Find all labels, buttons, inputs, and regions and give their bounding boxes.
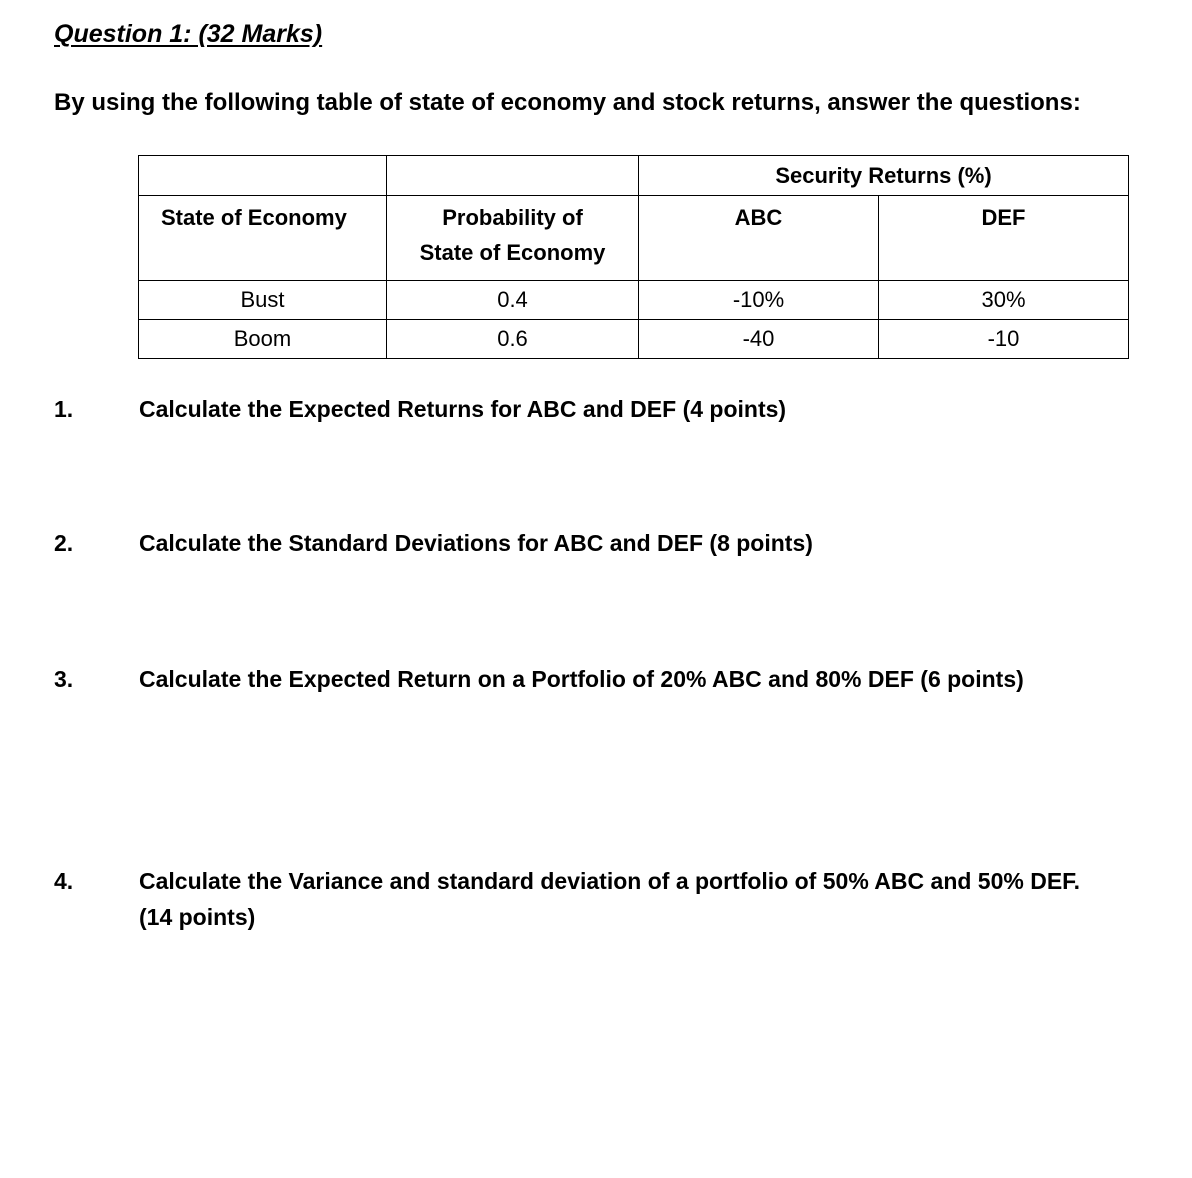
def-header: DEF (879, 196, 1129, 281)
question-text: Calculate the Variance and standard deviation of a portfolio of 50% ABC and 50% DEF. (14 points) (139, 868, 1081, 930)
table-cell-empty (139, 156, 387, 196)
table-group-header-row (139, 156, 1129, 196)
question-text: Calculate the Expected Return on a Portfolio of 20% ABC and 80% DEF (6 points) (139, 666, 1024, 692)
def-return-cell: -10 (879, 320, 1129, 359)
probability-header (387, 196, 639, 281)
probability-header-line2: State of Economy (419, 240, 606, 265)
state-of-economy-header: State of Economy (139, 196, 387, 281)
question-number: 4. (54, 868, 74, 894)
question-number: 2. (54, 530, 74, 556)
table-row (139, 320, 1129, 359)
state-cell: Bust (139, 281, 387, 320)
table-row (139, 281, 1129, 320)
table-header-row (139, 196, 1129, 281)
abc-header: ABC (639, 196, 879, 281)
abc-return-cell: -10% (639, 281, 879, 320)
table-cell-empty (387, 156, 639, 196)
probability-cell: 0.4 (387, 281, 639, 320)
probability-cell: 0.6 (387, 320, 639, 359)
abc-return-cell: -40 (639, 320, 879, 359)
intro-text: By using the following table of state of economy and stock returns, answer the questions: (54, 89, 1081, 116)
state-cell: Boom (139, 320, 387, 359)
question-text: Calculate the Expected Returns for ABC and DEF (4 points) (139, 396, 787, 422)
security-returns-header: Security Returns (%) (639, 156, 1129, 196)
question-number: 3. (54, 666, 74, 692)
probability-header-line1: Probability of (442, 205, 583, 230)
def-return-cell: 30% (879, 281, 1129, 320)
question-number: 1. (54, 396, 74, 422)
returns-table (138, 155, 1129, 359)
question-text: Calculate the Standard Deviations for ABC and DEF (8 points) (139, 530, 813, 556)
question-heading: Question 1: (32 Marks) (54, 20, 323, 48)
